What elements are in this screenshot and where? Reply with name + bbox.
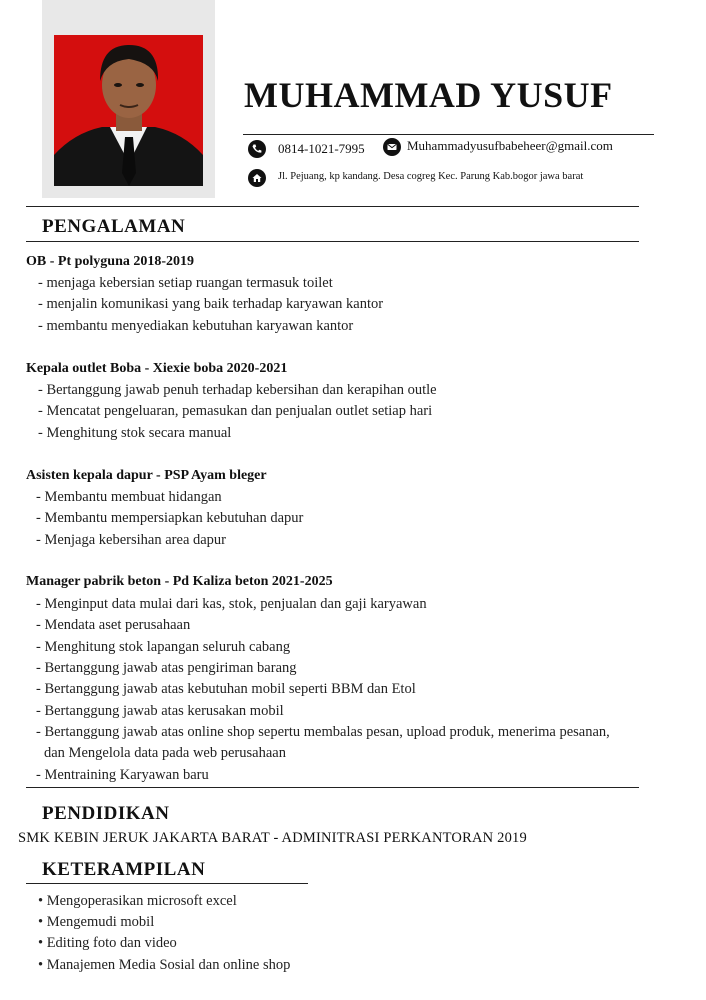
job-title: Kepala outlet Boba - Xiexie boba 2020-2021 [26, 361, 288, 376]
experience-divider-top [26, 206, 639, 207]
job-item: - Mentraining Karyawan baru [36, 767, 209, 783]
job-item: - Menjaga kebersihan area dapur [36, 532, 227, 548]
candidate-name: MUHAMMAD YUSUF [244, 75, 613, 115]
skills-title: KETERAMPILAN [42, 859, 206, 880]
experience-title: PENGALAMAN [42, 216, 186, 237]
profile-photo-illustration [54, 35, 203, 186]
skill-label: Mengoperasikan microsoft excel [46, 893, 237, 909]
job-item: - menjaga kebersian setiap ruangan termasuk toilet [38, 275, 333, 291]
skills-divider [26, 883, 308, 884]
job-item: - Bertanggung jawab atas pengiriman barang [36, 660, 297, 676]
job-item: - membantu menyediakan kebutuhan karyawan kantor [38, 318, 354, 334]
skill-item: • Manajemen Media Sosial dan online shop [38, 957, 291, 973]
job-item: - Bertanggung jawab atas kebutuhan mobil seperti BBM dan Etol [36, 681, 416, 697]
job-item: - Menginput data mulai dari kas, stok, penjualan dan gaji karyawan [36, 596, 427, 612]
mail-icon [383, 138, 401, 156]
skill-item: • Editing foto dan video [38, 935, 177, 951]
home-address: Jl. Pejuang, kp kandang. Desa cogreg Kec. Parung Kab.bogor jawa barat [278, 171, 584, 182]
job-item: - Membantu membuat hidangan [36, 489, 222, 505]
phone-number: 0814-1021-7995 [278, 141, 365, 156]
education-divider [26, 787, 639, 788]
profile-photo [54, 35, 203, 186]
email-address: Muhammadyusufbabeheer@gmail.com [407, 138, 613, 153]
home-icon [248, 169, 266, 187]
job-item: - Membantu mempersiapkan kebutuhan dapur [36, 510, 304, 526]
phone-icon [248, 140, 266, 158]
job-title: Asisten kepala dapur - PSP Ayam bleger [26, 468, 267, 483]
skill-label: Manajemen Media Sosial dan online shop [46, 957, 291, 973]
skill-label: Mengemudi mobil [46, 914, 155, 930]
education-entry: SMK KEBIN JERUK JAKARTA BARAT - ADMINITRASI PERKANTORAN 2019 [18, 830, 527, 846]
job-item: - Bertanggung jawab atas online shop sepertu membalas pesan, upload produk, menerima pesanan, [36, 724, 610, 740]
job-item: - Bertanggung jawab atas kerusakan mobil [36, 703, 284, 719]
job-item: - menjalin komunikasi yang baik terhadap karyawan kantor [38, 296, 384, 312]
job-item-continuation: dan Mengelola data pada web perusahaan [44, 745, 286, 761]
job-title: OB - Pt polyguna 2018-2019 [26, 254, 195, 269]
header-divider [243, 134, 654, 135]
job-item: - Menghitung stok lapangan seluruh cabang [36, 639, 291, 655]
job-title: Manager pabrik beton - Pd Kaliza beton 2021-2025 [26, 574, 333, 589]
job-item: - Menghitung stok secara manual [38, 425, 232, 441]
skill-item: • Mengemudi mobil [38, 914, 155, 930]
skill-label: Editing foto dan video [46, 935, 177, 951]
experience-divider-bottom [26, 241, 639, 242]
skill-item: • Mengoperasikan microsoft excel [38, 893, 237, 909]
job-item: - Bertanggung jawab penuh terhadap kebersihan dan kerapihan outle [38, 382, 437, 398]
job-item: - Mendata aset perusahaan [36, 617, 191, 633]
job-item: - Mencatat pengeluaran, pemasukan dan penjualan outlet setiap hari [38, 403, 433, 419]
education-title: PENDIDIKAN [42, 803, 170, 824]
